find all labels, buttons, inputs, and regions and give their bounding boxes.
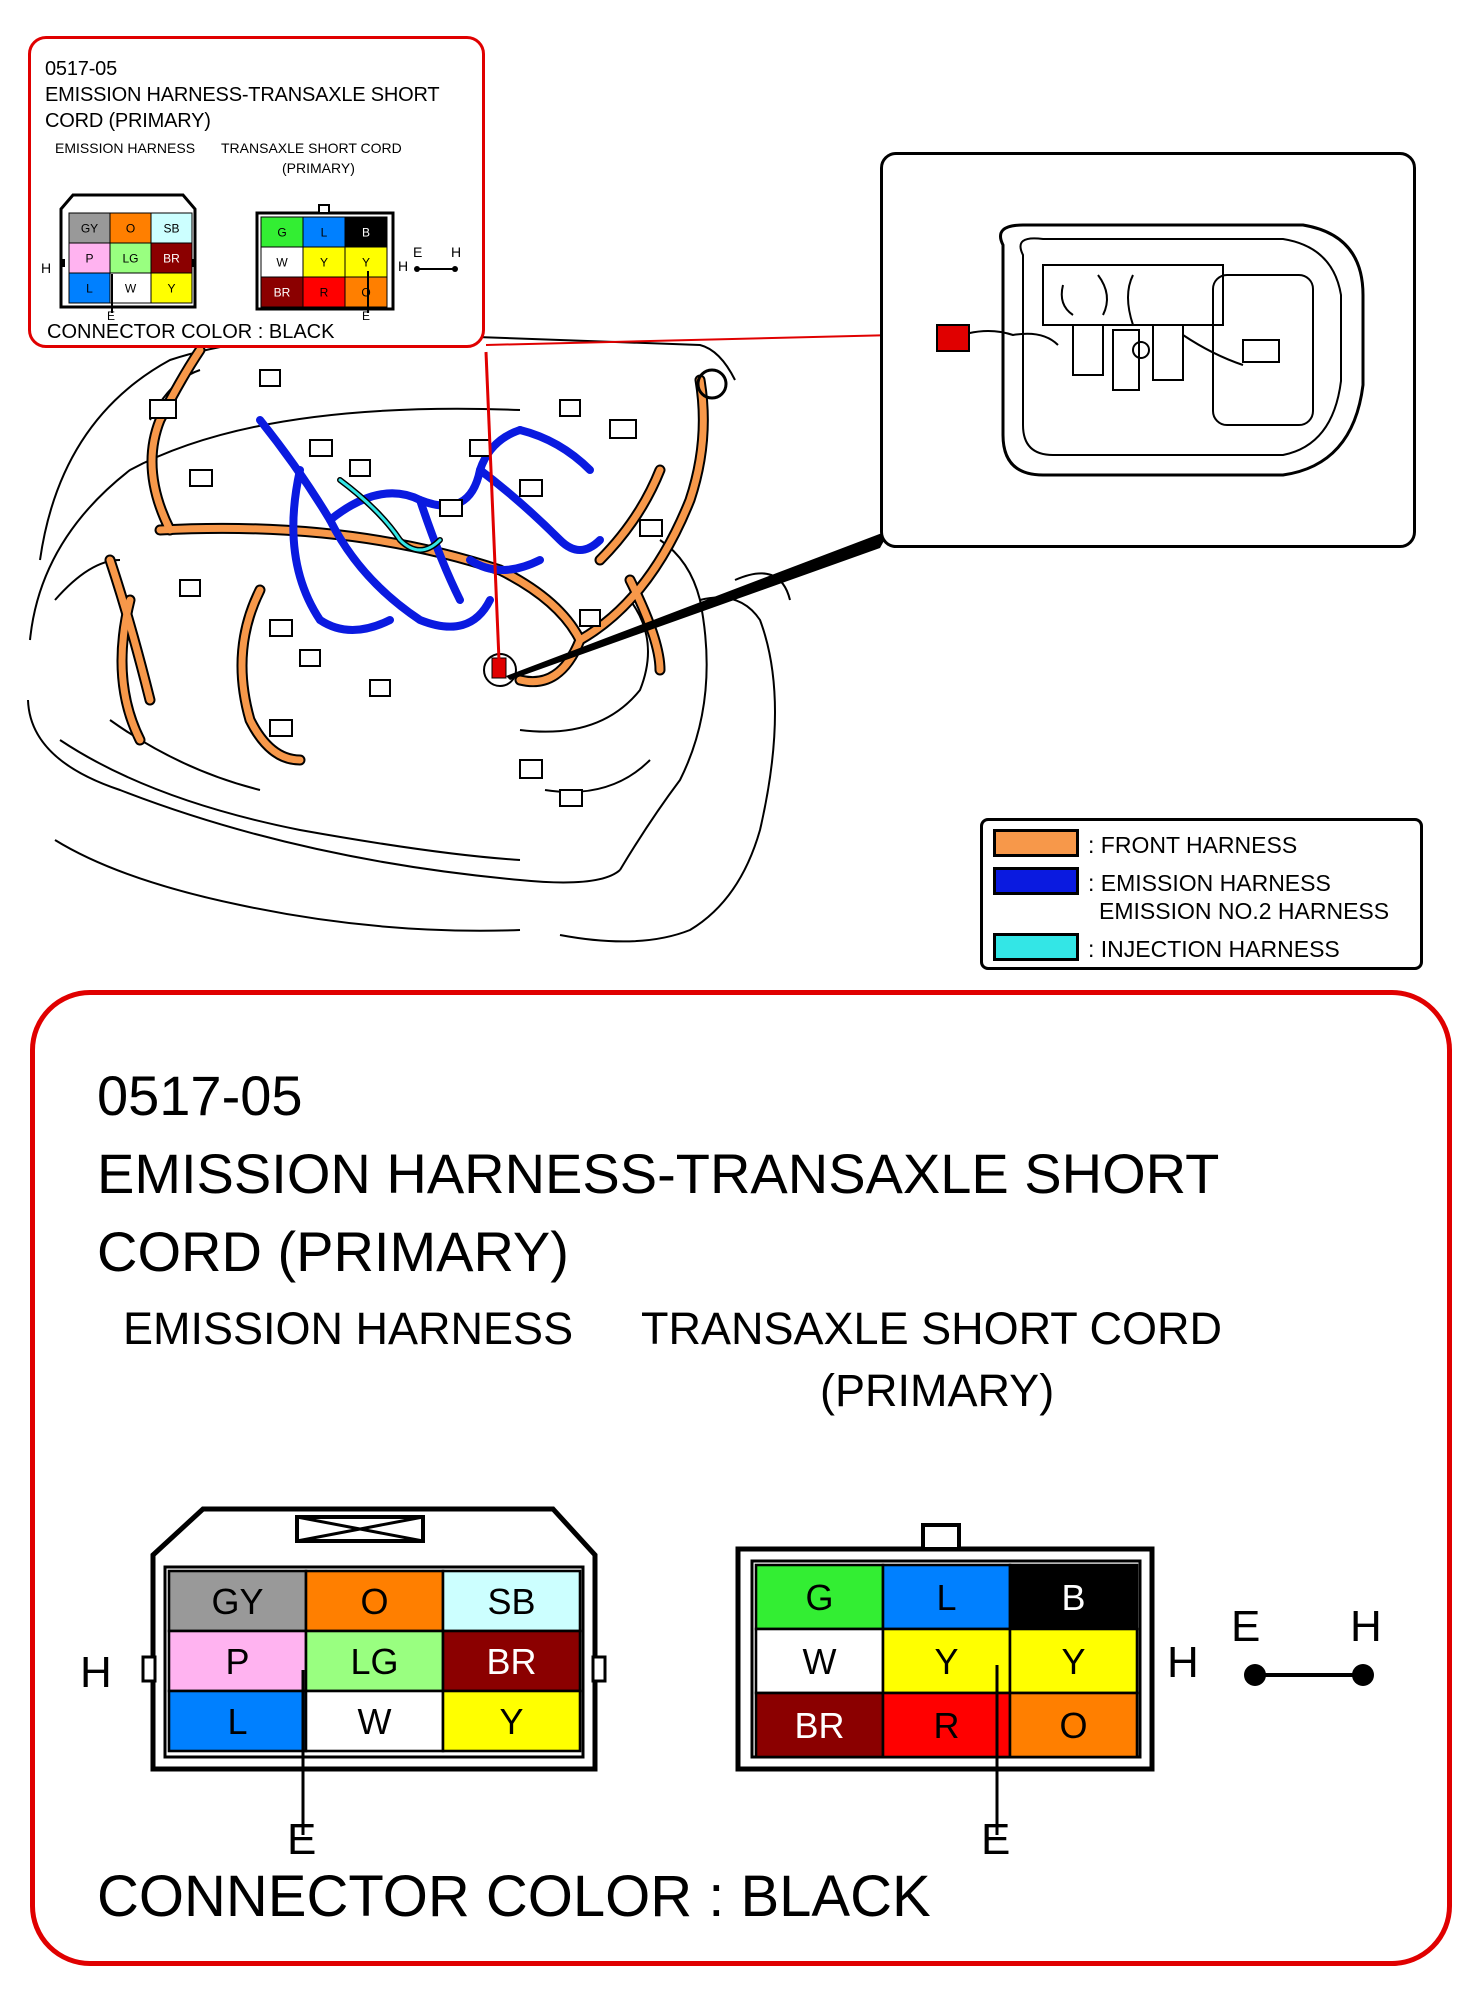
small-connector-color: CONNECTOR COLOR : BLACK [47,321,335,343]
transaxle-h-label: H [1167,1638,1199,1687]
legend-front-label: : FRONT HARNESS [1088,832,1298,858]
legend-injection-swatch [993,933,1079,961]
small-legend-h: H [451,244,462,260]
connector-title-line1: EMISSION HARNESS-TRANSAXLE SHORT [97,1142,1220,1205]
small-emission-pin-label-6: BR [163,251,180,266]
legend-front-swatch [993,829,1079,857]
transaxle-connector [738,1525,1152,1835]
small-emission-pin-label-3: SB [163,221,180,236]
emission-heading: EMISSION HARNESS [123,1303,574,1354]
e-h-legend [1231,1602,1382,1686]
small-transaxle-pin-label-8: R [319,285,329,300]
small-emission-pin-label-9: Y [167,281,176,296]
small-connector-code: 0517-05 [45,58,117,80]
small-emission-pin-label-1: GY [80,221,99,236]
emission-pin-label-1: GY [211,1580,264,1622]
small-emission-pin-label-5: LG [122,251,139,266]
transaxle-heading: TRANSAXLE SHORT CORD [641,1303,1222,1354]
small-connector-title-line1: EMISSION HARNESS-TRANSAXLE SHORT [45,84,440,106]
transaxle-pin-label-1: G [805,1576,834,1618]
connector-code: 0517-05 [97,1064,303,1127]
small-transaxle-pin-label-5: Y [319,255,329,270]
emission-pin-label-5: LG [350,1640,399,1682]
connector-pinout-diagrams [35,1395,1447,1865]
emission-pin-label-7: L [227,1700,248,1742]
small-transaxle-pin-label-1: G [277,225,287,240]
small-transaxle-heading-sub: (PRIMARY) [282,160,355,176]
small-transaxle-h-label: H [398,258,409,274]
transaxle-pin-label-6: Y [1061,1640,1086,1682]
small-emission-connector [61,195,195,307]
transaxle-pin-label-2: L [936,1576,957,1618]
small-emission-pin-label-2: O [125,221,136,236]
transaxle-pin-label-8: R [933,1704,960,1746]
transaxle-heading-sub: (PRIMARY) [820,1365,1055,1416]
small-emission-heading: EMISSION HARNESS [55,140,196,156]
small-connector-diagrams [31,179,482,319]
harness-connectors [150,370,662,806]
harness-legend [980,818,1423,970]
emission-pin-label-4: P [225,1640,250,1682]
transaxle-detail-illustration [883,155,1413,545]
connector-detail-box [880,152,1416,548]
emission-pin-label-6: BR [486,1640,537,1682]
detail-highlighted-connector [937,325,969,351]
emission-pin-label-2: O [360,1580,389,1622]
emission-e-label: E [287,1815,317,1864]
car-outline [28,334,790,941]
small-transaxle-e-label: E [362,309,371,323]
transaxle-pin-label-3: B [1061,1576,1086,1618]
legend-emission-swatch [993,867,1079,895]
transaxle-pin-label-5: Y [934,1640,959,1682]
small-connector-title-line2: CORD (PRIMARY) [45,110,211,132]
legend-injection-label: : INJECTION HARNESS [1088,936,1340,962]
legend-emission-label: : EMISSION HARNESS [1088,870,1331,896]
transaxle-pin-label-9: O [1059,1704,1088,1746]
small-transaxle-pin-label-7: BR [273,285,291,300]
emission-h-label: H [80,1648,112,1697]
transaxle-pin-label-4: W [802,1640,837,1682]
e-h-legend-e: E [1231,1602,1261,1651]
connector-callout-large [30,990,1452,1966]
small-transaxle-pin-label-4: W [276,255,288,270]
small-emission-pin-label-7: L [86,281,93,296]
small-transaxle-connector [257,205,393,309]
emission-pin-label-9: Y [499,1700,524,1742]
connector-callout-small [28,36,485,348]
small-emission-e-label: E [107,309,116,323]
small-transaxle-pin-label-3: B [361,225,371,240]
transaxle-e-label: E [981,1815,1011,1864]
highlighted-connector [492,658,506,678]
emission-pin-label-3: SB [487,1580,536,1622]
front-harness-wires [110,350,703,760]
transaxle-pin-label-7: BR [794,1704,845,1746]
small-transaxle-pin-label-6: Y [361,255,371,270]
legend-emission-label2: EMISSION NO.2 HARNESS [1099,898,1390,924]
emission-connector [143,1509,605,1835]
emission-pin-label-8: W [357,1700,392,1742]
detail-pointer-wedge [506,530,890,680]
small-transaxle-pin-label-9: O [361,285,371,300]
e-h-legend-h: H [1350,1602,1382,1651]
small-transaxle-heading: TRANSAXLE SHORT CORD [221,140,402,156]
connector-title-line2: CORD (PRIMARY) [97,1220,569,1283]
callout-pointer-line [486,352,499,660]
front-harness-wires-fill [110,350,703,760]
small-legend-e: E [413,244,423,260]
small-emission-h-label: H [41,260,52,276]
small-transaxle-pin-label-2: L [320,225,328,240]
small-emission-pin-label-4: P [85,251,94,266]
connector-color: CONNECTOR COLOR : BLACK [97,1864,931,1929]
small-emission-pin-label-8: W [124,281,137,296]
